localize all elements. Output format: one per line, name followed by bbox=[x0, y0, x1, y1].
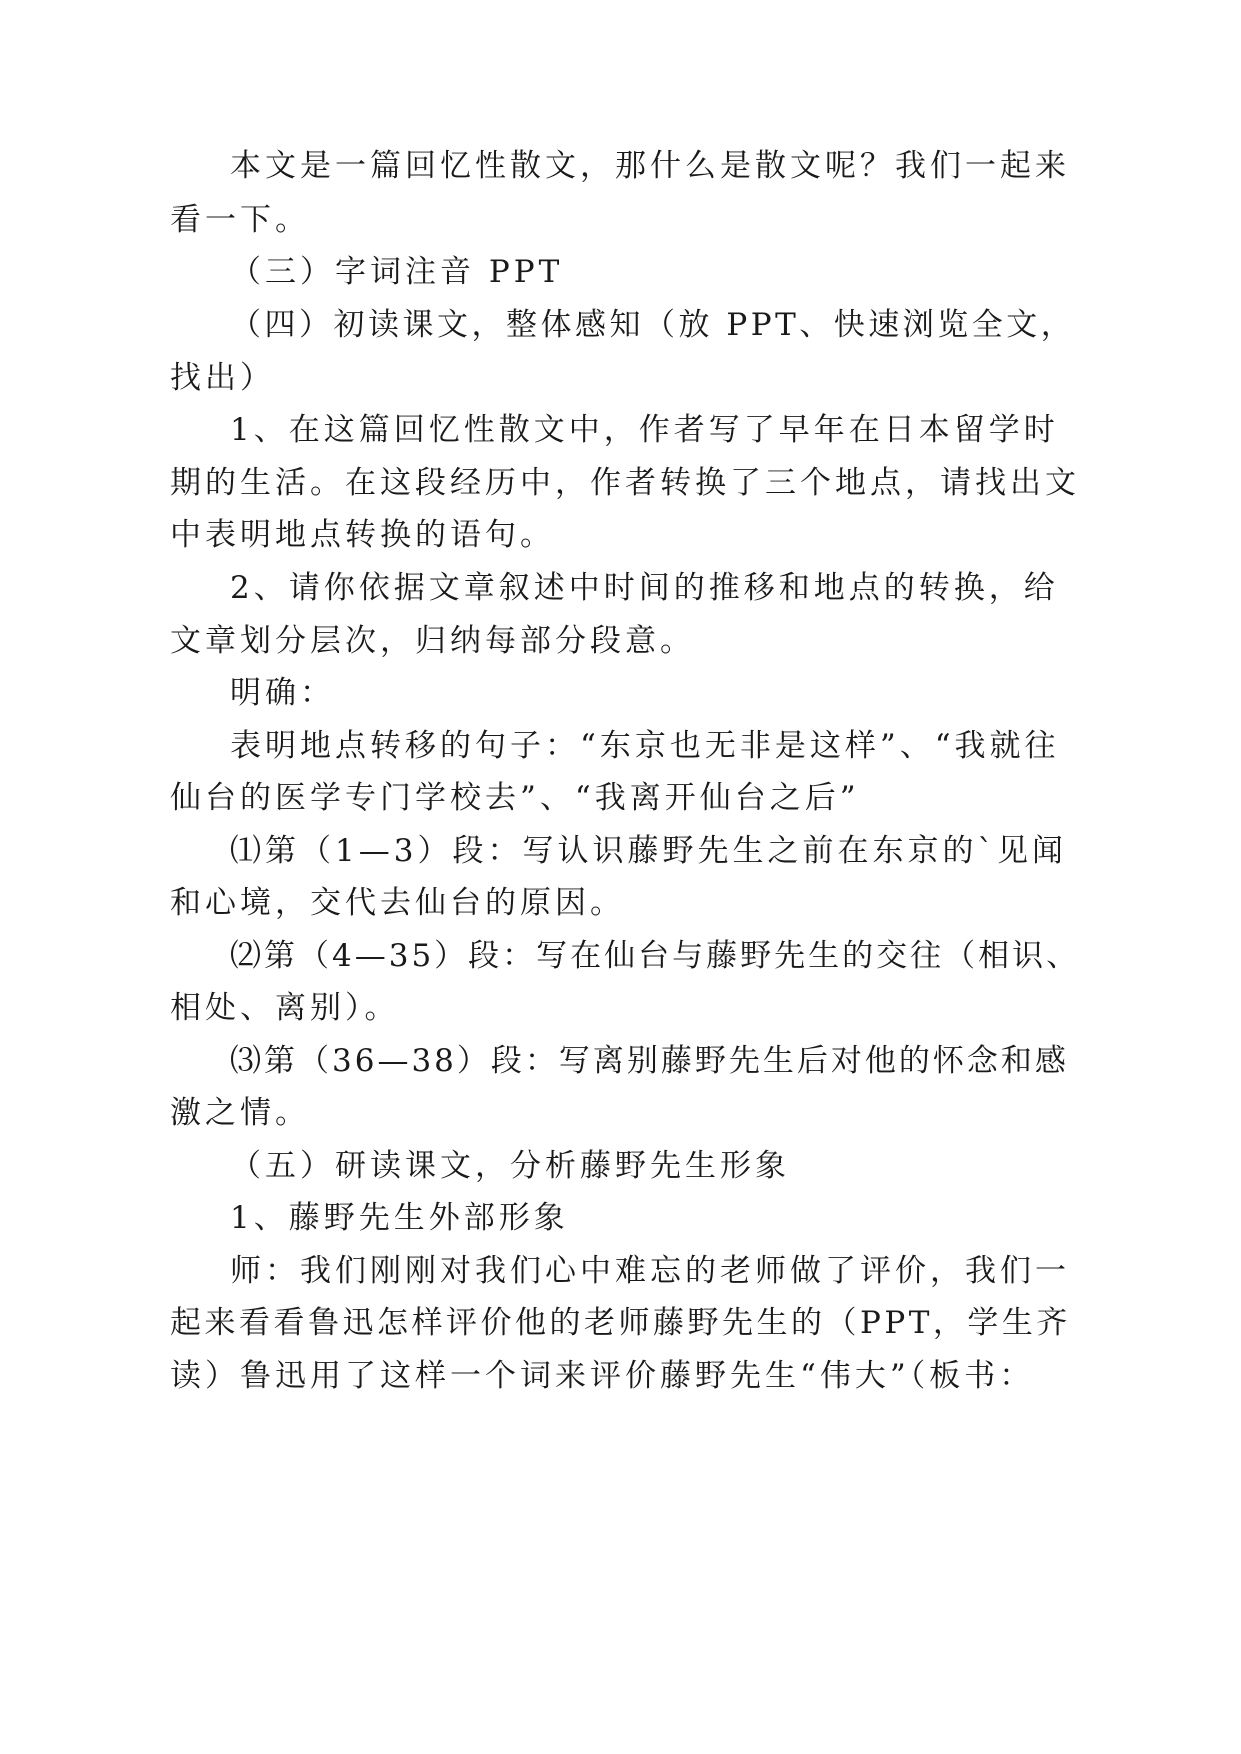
text-line: ⑶第（36—38）段：写离别藤野先生后对他的怀念和感 bbox=[230, 1043, 1069, 1079]
text-line: 和心境，交代去仙台的原因。 bbox=[170, 885, 625, 921]
text-line: 期的生活。在这段经历中，作者转换了三个地点，请找出文 bbox=[170, 465, 1080, 501]
text-line: 文章划分层次，归纳每部分段意。 bbox=[170, 623, 695, 659]
text-line: 找出） bbox=[170, 360, 275, 396]
section-heading: （三）字词注音 PPT bbox=[230, 254, 564, 290]
text-line: 1、在这篇回忆性散文中，作者写了早年在日本留学时 bbox=[230, 412, 1059, 448]
text-line: 激之情。 bbox=[170, 1095, 310, 1131]
text-line: ⑵第（4—35）段：写在仙台与藤野先生的交往（相识、 bbox=[230, 938, 1081, 974]
text-line: 中表明地点转换的语句。 bbox=[170, 517, 555, 553]
section-heading: （五）研读课文，分析藤野先生形象 bbox=[230, 1148, 790, 1184]
text-line: 起来看看鲁迅怎样评价他的老师藤野先生的（PPT，学生齐 bbox=[170, 1305, 1071, 1341]
text-line: 看一下。 bbox=[170, 202, 310, 238]
text-line: 1、藤野先生外部形象 bbox=[230, 1200, 569, 1236]
text-line: ⑴第（1—3）段：写认识藤野先生之前在东京的`见闻 bbox=[230, 833, 1067, 869]
text-line: 表明地点转移的句子：“东京也无非是这样”、“我就往 bbox=[230, 728, 1060, 764]
text-line: 2、请你依据文章叙述中时间的推移和地点的转换，给 bbox=[230, 570, 1059, 606]
text-line: 师：我们刚刚对我们心中难忘的老师做了评价，我们一 bbox=[230, 1253, 1070, 1289]
text-line: 读）鲁迅用了这样一个词来评价藤野先生“伟大”（板书： bbox=[170, 1358, 1035, 1394]
section-heading: （四）初读课文，整体感知（放 PPT、快速浏览全文， bbox=[230, 307, 1076, 343]
text-line: 明确： bbox=[230, 675, 335, 711]
text-line: 本文是一篇回忆性散文，那什么是散文呢？我们一起来 bbox=[230, 148, 1070, 184]
text-line: 仙台的医学专门学校去”、“我离开仙台之后” bbox=[170, 780, 860, 816]
text-line: 相处、离别）。 bbox=[170, 990, 400, 1026]
